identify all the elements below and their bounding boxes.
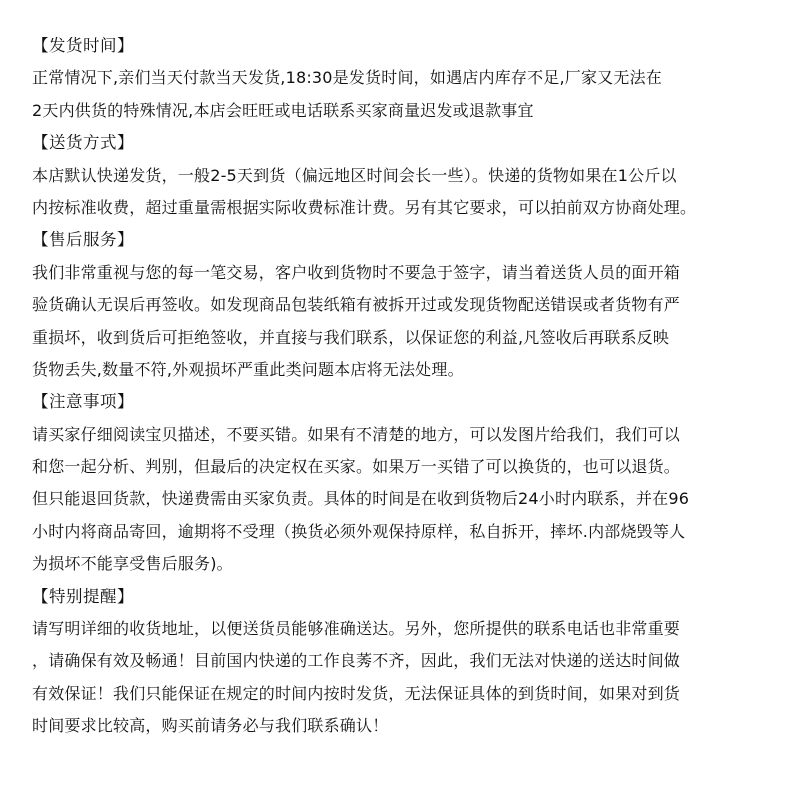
paragraph-line: 为损坏不能享受售后服务)。 <box>32 554 233 574</box>
paragraph-line: 货物丢失,数量不符,外观损坏严重此类问题本店将无法处理。 <box>32 359 464 379</box>
store-policy-document <box>32 30 792 743</box>
paragraph-line: 小时内将商品寄回，逾期将不受理（换货必须外观保持原样，私自拆开，摔坏.内部烧毁等人 <box>32 521 686 541</box>
paragraph-line: 但只能退回货款，快递费需由买家负责。具体的时间是在收到货物后24小时内联系，并在96 <box>32 489 690 509</box>
paragraph-line: 验货确认无误后再签收。如发现商品包装纸箱有被拆开过或发现货物配送错误或者货物有严 <box>32 295 681 315</box>
section-special-reminder <box>32 581 792 743</box>
paragraph-line: 我们非常重视与您的每一笔交易，客户收到货物时不要急于签字，请当着送货人员的面开箱 <box>32 262 681 282</box>
paragraph-line: 重损坏，收到货后可拒绝签收，并直接与我们联系，以保证您的利益,凡签收后再联系反映 <box>32 327 670 347</box>
paragraph-line: 本店默认快递发货，一般2-5天到货（偏远地区时间会长一些）。快递的货物如果在1公斤以 <box>32 165 677 185</box>
section-heading: 【注意事项】 <box>32 392 134 412</box>
paragraph-line: ，请确保有效及畅通！目前国内快递的工作良莠不齐，因此，我们无法对快递的送达时间做 <box>32 651 681 671</box>
section-heading: 【特别提醒】 <box>32 586 134 606</box>
section-heading: 【送货方式】 <box>32 133 134 153</box>
section-heading: 【发货时间】 <box>32 36 134 55</box>
paragraph-line: 请买家仔细阅读宝贝描述，不要买错。如果有不清楚的地方，可以发图片给我们，我们可以 <box>32 424 681 444</box>
section-after-sales <box>32 224 792 386</box>
section-heading: 【售后服务】 <box>32 230 134 250</box>
paragraph-line: 请写明详细的收货地址，以便送货员能够准确送达。另外，您所提供的联系电话也非常重要 <box>32 619 681 639</box>
paragraph-line: 和您一起分析、判别，但最后的决定权在买家。如果万一买错了可以换货的，也可以退货。 <box>32 457 681 477</box>
section-notes <box>32 386 792 580</box>
section-shipping-time <box>32 30 792 127</box>
paragraph-line: 时间要求比较高，购买前请务必与我们联系确认！ <box>32 716 389 736</box>
section-delivery-method <box>32 127 792 224</box>
paragraph-line: 正常情况下,亲们当天付款当天发货,18:30是发货时间，如遇店内库存不足,厂家又无法在 <box>32 68 662 88</box>
paragraph-line: 2天内供货的特殊情况,本店会旺旺或电话联系买家商量迟发或退款事宜 <box>32 100 534 120</box>
paragraph-line: 内按标准收费，超过重量需根据实际收费标准计费。另有其它要求，可以拍前双方协商处理。 <box>32 197 697 217</box>
paragraph-line: 有效保证！我们只能保证在规定的时间内按时发货，无法保证具体的到货时间，如果对到货 <box>32 683 681 703</box>
